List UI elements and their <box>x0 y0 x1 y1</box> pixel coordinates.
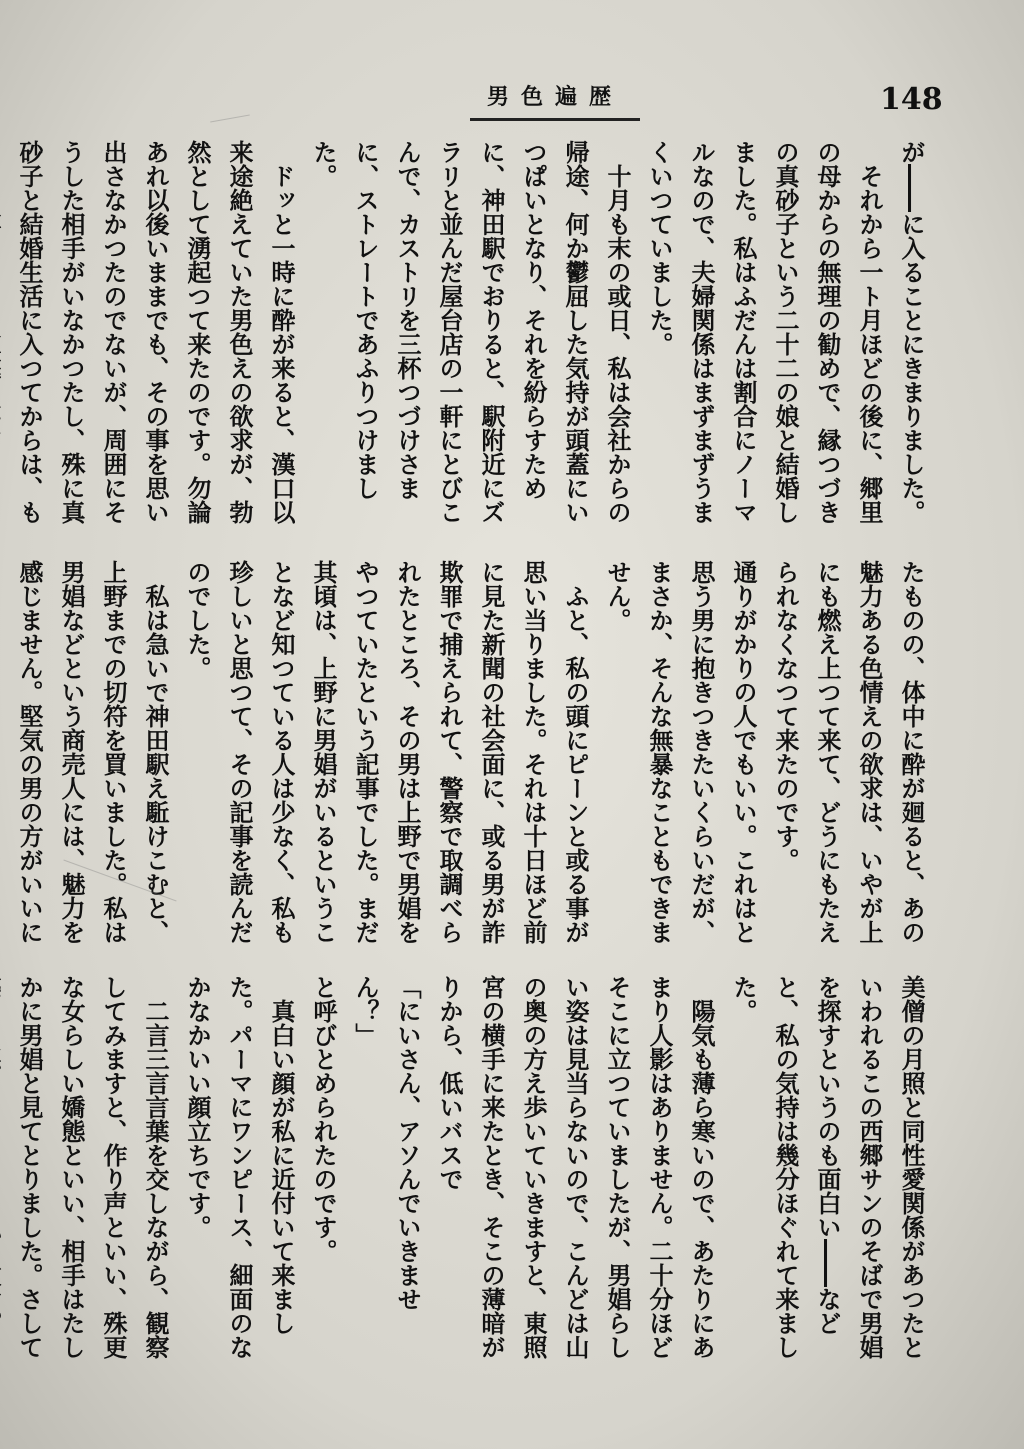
paragraph: が――に入ることにきまりました。 <box>897 140 925 524</box>
paragraph: それから一ト月ほどの後に、郷里の母からの無理の勧めで、縁つづきの真砂子という二十二の娘と結婚しました。私はふだんは割合にノーマルなので、夫婦関係はまずまずうまくいつていました。 <box>645 140 883 524</box>
text-block-top <box>15 140 932 530</box>
paragraph: 十月も末の或日、私は会社からの帰途、何か鬱屈した気持が頭蓋にいつぱいとなり、それを紛らすために、神田駅でおりると、駅附近にズラリと並んだ屋台店の一軒にとびこんで、カストリを三杯つづけさまに、ストレートであふりつけました。 <box>309 140 631 524</box>
paragraph: と呼びとめられたのです。 <box>309 975 337 1263</box>
paragraph: 通りがかりの人でもいい。これはと思う男に抱きつきたいくらいだが、まさか、そんな無暴なこともできません。 <box>603 560 757 944</box>
paragraph: ふと、私の頭にピーンと或る事が思い当りました。それは十日ほど前に見た新聞の社会面に、或る男が詐欺罪で捕えられて、警察で取調べられたところ、その男は上野で男娼をやつていたという記事でした。まだ其頃は、上野に男娼がいるということなど知つている人は少なく、私も珍しいと思つて、その記事を読んだのでした。 <box>183 560 589 944</box>
running-header: 男色遍歴 <box>470 78 640 121</box>
paragraph: 陽気も薄ら寒いので、あたりにあまり人影はありません。二十分ほどそこに立つていましたが、男娼らしい姿は見当らないので、こんどは山の奥の方え歩いていきますと、東照宮の横手に来たとき、そこの薄暗がりから、低いバスで <box>435 975 715 1359</box>
page-number: 148 <box>880 82 943 117</box>
paragraph: 私は急いで神田駅え駈けこむと、上野までの切符を買いました。私は男娼などという商売人には、魅力を感じません。堅気の男の方がいいに <box>15 560 169 944</box>
scan-scratch <box>210 115 250 123</box>
paragraph: 二言三言言葉を交しながら、観察してみますと、作り声といい、殊更な女らしい嬌態といい、相手はたしかに男娼と見てとりました。さして <box>15 975 169 1359</box>
text-block-middle <box>15 560 932 950</box>
paragraph: 美僧の月照と同性愛関係があつたといわれるこの西郷サンのそばで男娼を探すというのも面白い――などと、私の気持は幾分ほぐれて来ました。 <box>729 975 925 1359</box>
paragraph: たものの、体中に酔が廻ると、あの魅力ある色情えの欲求は、いやが上にも燃え上つて来て、どうにもたえられなくなつて来たのです。 <box>771 560 925 944</box>
paragraph: ドッと一時に酔が来ると、漢口以来途絶えていた男色えの欲求が、勃然として湧起つて来たのです。勿論あれ以後いままでも、その事を思い出さなかつたのでないが、周囲にそうした相手がいなかつたし、殊に真砂子と結婚生活に入つてからは、も <box>15 140 295 524</box>
text-block-bottom <box>15 975 932 1365</box>
paragraph: 「にいさん、アソんでいきません？」 <box>351 975 421 1311</box>
paragraph: 真白い顔が私に近付いて来ました。パーマにワンピース、細面のなかなかいい顔立ちです。 <box>183 975 295 1359</box>
